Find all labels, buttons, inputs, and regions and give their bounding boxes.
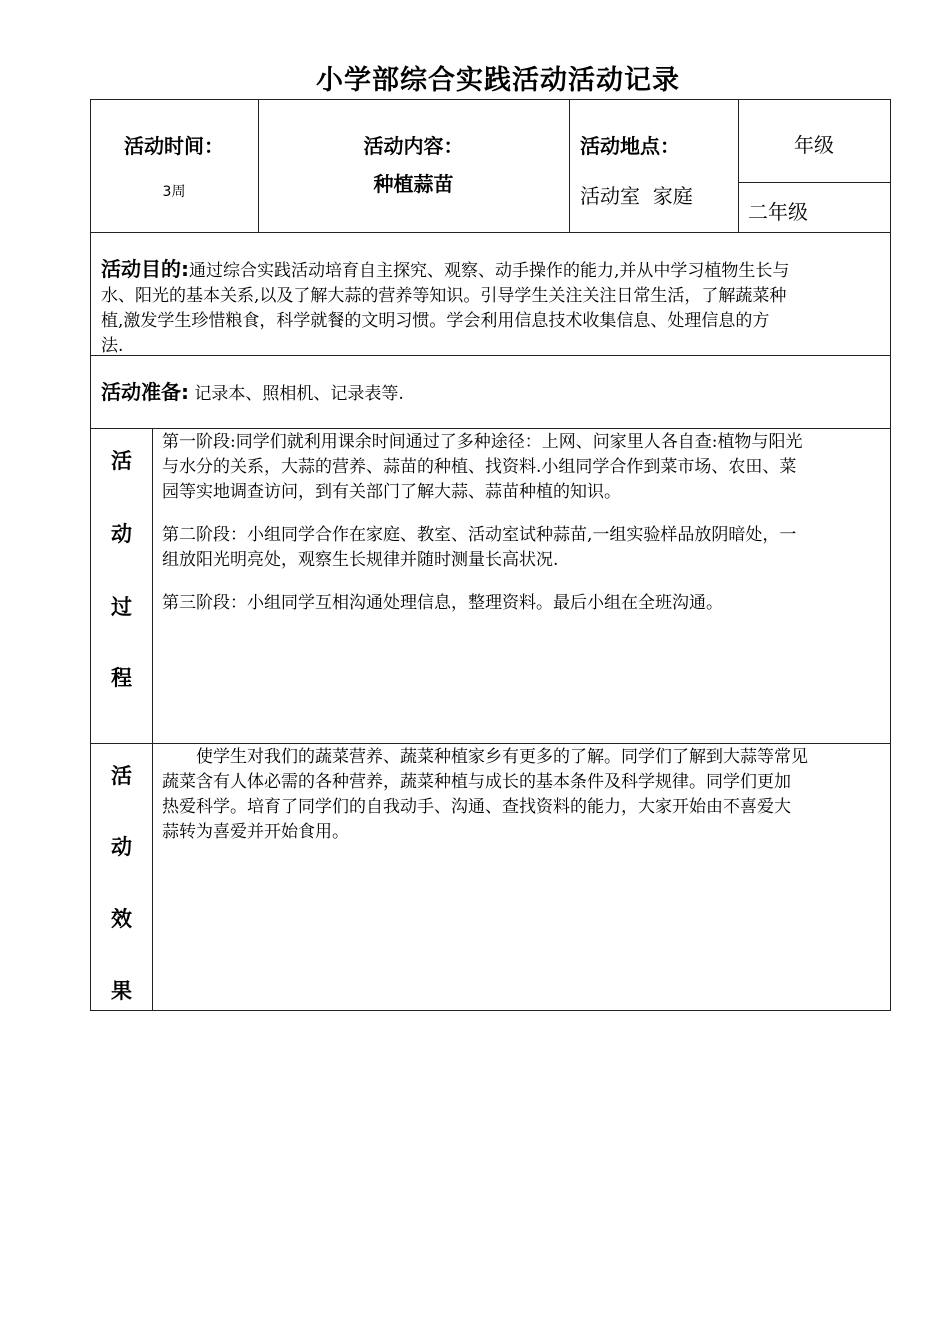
process-stage-3 <box>162 591 884 616</box>
process-stage-1 <box>162 430 884 505</box>
table-divider <box>90 743 891 744</box>
process-label-char: 程 <box>111 666 132 690</box>
table-divider <box>738 99 739 233</box>
time-value: 3周 <box>162 184 186 200</box>
purpose-section <box>101 257 886 359</box>
process-text: 第一阶段:同学们就利用课余时间通过了多种途径：上网、问家里人各自查:植物与阳光 <box>162 432 803 452</box>
table-divider <box>90 428 891 429</box>
table-border-left <box>90 99 91 1011</box>
process-text: 第二阶段：小组同学合作在家庭、教室、活动室试种蒜苗,一组实验样品放阴暗处，一 <box>162 525 797 545</box>
preparation-label: 活动准备: <box>101 380 189 404</box>
process-text: 组放阳光明亮处，观察生长规律并随时测量长高状况. <box>162 550 559 570</box>
time-label: 活动时间： <box>124 134 224 158</box>
process-text: 园等实地调查访问，到有关部门了解大蒜、蒜苗种植的知识。 <box>162 482 621 502</box>
effect-text: 热爱科学。培育了同学们的自我动手、沟通、查找资料的能力，大家开始由不喜爱大 <box>162 797 791 817</box>
table-border-right <box>890 99 891 1011</box>
page-title: 小学部综合实践活动活动记录 <box>316 65 680 96</box>
effect-label-char: 果 <box>111 979 132 1003</box>
grade-value: 二年级 <box>748 200 808 224</box>
process-text: 与水分的关系，大蒜的营养、蒜苗的种植、找资料.小组同学合作到菜市场、农田、菜 <box>162 457 797 477</box>
purpose-text: 植,激发学生珍惜粮食，科学就餐的文明习惯。学会利用信息技术收集信息、处理信息的方 <box>101 311 770 331</box>
process-label-char: 动 <box>111 522 132 546</box>
place-label: 活动地点： <box>580 134 680 158</box>
grade-label: 年级 <box>794 133 834 157</box>
purpose-text: 水、阳光的基本关系,以及了解大蒜的营养等知识。引导学生关注关注日常生活，了解蔬菜种 <box>101 286 787 306</box>
effect-text: 使学生对我们的蔬菜营养、蔬菜种植家乡有更多的了解。同学们了解到大蒜等常见 <box>196 747 808 767</box>
preparation-text: 记录本、照相机、记录表等. <box>194 384 404 404</box>
process-text: 第三阶段：小组同学互相沟通处理信息，整理资料。最后小组在全班沟通。 <box>162 593 723 613</box>
table-border-top <box>90 99 891 100</box>
content-value: 种植蒜苗 <box>373 172 454 196</box>
table-divider <box>152 428 153 1011</box>
table-divider <box>258 99 259 233</box>
table-border-bottom <box>90 1010 891 1011</box>
purpose-text: 通过综合实践活动培育自主探究、观察、动手操作的能力,并从中学习植物生长与 <box>189 261 790 281</box>
place-value: 活动室 家庭 <box>580 184 693 208</box>
table-divider <box>569 99 570 233</box>
purpose-label: 活动目的: <box>101 257 189 281</box>
effect-content <box>162 745 884 845</box>
table-divider <box>738 182 891 183</box>
process-label-char: 过 <box>111 595 132 619</box>
process-stage-2 <box>162 523 884 573</box>
process-content <box>162 430 884 616</box>
process-label-char: 活 <box>111 449 132 473</box>
effect-label-char: 活 <box>111 764 132 788</box>
preparation-section <box>101 380 886 407</box>
effect-text: 蒜转为喜爱并开始食用。 <box>162 822 349 842</box>
effect-label-char: 动 <box>111 835 132 859</box>
purpose-text: 法. <box>101 336 124 356</box>
content-label: 活动内容： <box>363 134 464 158</box>
effect-label-char: 效 <box>111 907 132 931</box>
effect-text: 蔬菜含有人体必需的各种营养，蔬菜种植与成长的基本条件及科学规律。同学们更加 <box>162 772 791 792</box>
table-divider <box>90 232 891 233</box>
